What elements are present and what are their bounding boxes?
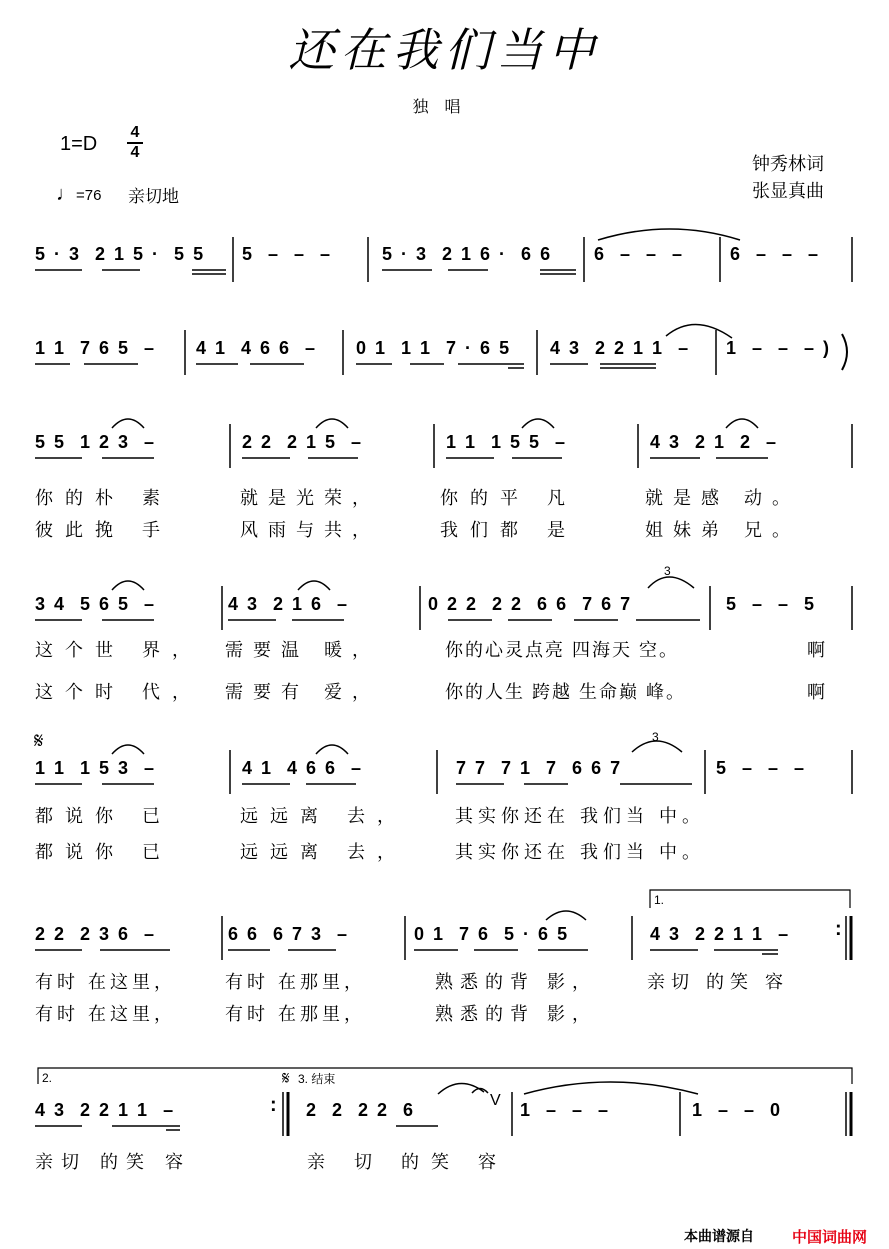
- lyric-phrase: 啊: [807, 682, 825, 702]
- lyricist-credit: 钟秀林词: [752, 154, 824, 174]
- lyric-line: [35, 1148, 508, 1174]
- key-signature: 1=D: [60, 133, 98, 155]
- volta-2-label: 2.: [42, 1071, 53, 1085]
- measure: 5 – – –: [716, 758, 807, 778]
- triplet-mark: 3: [652, 730, 659, 744]
- lyric-phrase: 需要温 暖，: [225, 640, 381, 660]
- repeat-dots: :: [835, 918, 842, 940]
- lyric-phrase: 你的人生 跨越 生命巅 峰。: [445, 682, 687, 702]
- quarter-note-icon: ♩: [56, 183, 76, 205]
- lyric-line: [35, 838, 705, 864]
- measure: 6 – – –: [594, 244, 685, 264]
- measure: 2 2 2 1 5 –: [242, 432, 364, 452]
- footer-site-link[interactable]: 中国词曲网: [792, 1229, 868, 1246]
- lyric-phrase: 都说你 已: [35, 842, 173, 862]
- lyric-phrase: 彼此挽 手: [35, 520, 173, 540]
- lyric-line: [35, 968, 789, 994]
- lyric-line: [35, 678, 825, 704]
- measure: 0 1 1 1 7 · 6 5: [356, 338, 512, 358]
- lyric-line: [35, 636, 825, 662]
- lyric-line: [35, 516, 800, 542]
- triplet-mark: 3: [664, 564, 671, 578]
- measure: 1 1 1 5 3 –: [35, 758, 157, 778]
- lyric-phrase: 亲切 的笑 容: [647, 972, 790, 992]
- measure: 1 – – – ): [726, 338, 832, 358]
- lyric-phrase: 需要有 爱，: [225, 682, 381, 702]
- lyric-phrase: 就是光荣，: [240, 488, 380, 508]
- lyric-phrase: 有时 在这里，: [35, 972, 177, 992]
- measure: 5 5 1 2 3 –: [35, 432, 157, 452]
- measure: 4 3 2 1 6 –: [228, 594, 350, 614]
- measure: 0 2 2 2 2 6 6 7 6 7: [428, 594, 633, 614]
- lyric-phrase: 你的朴 素: [35, 488, 173, 508]
- lyric-phrase: 啊: [807, 640, 825, 660]
- lyric-line: [35, 1000, 597, 1026]
- measure: 4 1 4 6 6 –: [196, 338, 318, 358]
- lyric-phrase: 这个时 代，: [35, 682, 203, 702]
- measure: 0 1 7 6 5 · 6 5: [414, 924, 570, 944]
- segno-icon: 𝄋: [34, 728, 44, 753]
- lyric-phrase: 其实你还在 我们当 中。: [455, 842, 706, 862]
- lyric-phrase: 这个世 界，: [35, 640, 203, 660]
- measure: 1 – – 0: [692, 1100, 783, 1120]
- song-title: 还在我们当中: [288, 23, 601, 77]
- lyric-phrase: 有时 在这里，: [35, 1004, 177, 1024]
- measure: 2 2 2 3 6 –: [35, 924, 157, 944]
- measure: 1 1 1 5 5 –: [446, 432, 568, 452]
- measure: 4 1 4 6 6 –: [242, 758, 364, 778]
- measure: 6 – – –: [730, 244, 821, 264]
- coda-ending-label: 3. 结束: [298, 1072, 336, 1086]
- lyric-phrase: 熟悉的背 影，: [435, 972, 598, 992]
- measure: 4 3 2 2 1 1 –: [550, 338, 691, 358]
- measure: 1 1 7 6 5 –: [35, 338, 157, 358]
- time-signature-bottom: 4: [130, 144, 140, 161]
- measure: 5 · 3 2 1 6 · 6 6: [382, 244, 553, 264]
- composer-credit: 张显真曲: [752, 181, 824, 201]
- measure: 5 – – –: [242, 244, 333, 264]
- volta-1-label: 1.: [654, 893, 665, 907]
- lyric-phrase: 我们都 是: [440, 520, 578, 540]
- lyric-line: [35, 802, 705, 828]
- tempo-value: =76: [76, 187, 102, 204]
- lyric-phrase: 有时 在那里，: [225, 1004, 367, 1024]
- lyric-phrase: 风雨与共，: [240, 520, 380, 540]
- measure: 4 3 2 1 2 –: [650, 432, 779, 452]
- lyric-phrase: 远远离 去，: [240, 806, 408, 826]
- lyric-line: [35, 484, 800, 510]
- measure: 4 3 2 2 1 1 –: [650, 924, 791, 944]
- lyric-phrase: 亲切 的笑 容: [35, 1152, 192, 1172]
- lyric-phrase: 其实你还在 我们当 中。: [455, 806, 706, 826]
- lyric-phrase: 有时 在那里，: [225, 972, 367, 992]
- lyric-phrase: 都说你 已: [35, 806, 173, 826]
- measure: 5 – – 5: [726, 594, 817, 614]
- repeat-dots: :: [270, 1094, 277, 1116]
- lyric-phrase: 你的心灵点亮 四海天 空。: [445, 640, 680, 660]
- measure: 1 – – –: [520, 1100, 611, 1120]
- expression-mark: 亲切地: [128, 187, 179, 206]
- measure: 5 · 3 2 1 5 · 5 5: [35, 244, 206, 264]
- time-signature-top: 4: [130, 124, 140, 141]
- lyric-phrase: 亲 切 的笑 容: [307, 1152, 509, 1172]
- footer-source-label: 本曲谱源自: [684, 1228, 754, 1244]
- measure: 4 3 2 2 1 1 –: [35, 1100, 176, 1120]
- lyric-phrase: 远远离 去，: [240, 842, 408, 862]
- lyric-phrase: 熟悉的背 影，: [435, 1004, 598, 1024]
- measure: 7 7 7 1 7 6 6 7: [456, 758, 623, 778]
- lyric-phrase: 你的平 凡: [440, 488, 578, 508]
- measure: 2 2 2 2 6: [306, 1100, 416, 1120]
- measure: 6 6 6 7 3 –: [228, 924, 350, 944]
- lyric-phrase: 就是感 动。: [645, 488, 801, 508]
- segno-icon: 𝄋: [282, 1068, 290, 1088]
- lyric-phrase: 姐妹弟 兄。: [645, 520, 801, 540]
- measure: 3 4 5 6 5 –: [35, 594, 157, 614]
- breath-mark: V: [490, 1092, 501, 1109]
- song-subtitle: 独唱: [412, 99, 477, 116]
